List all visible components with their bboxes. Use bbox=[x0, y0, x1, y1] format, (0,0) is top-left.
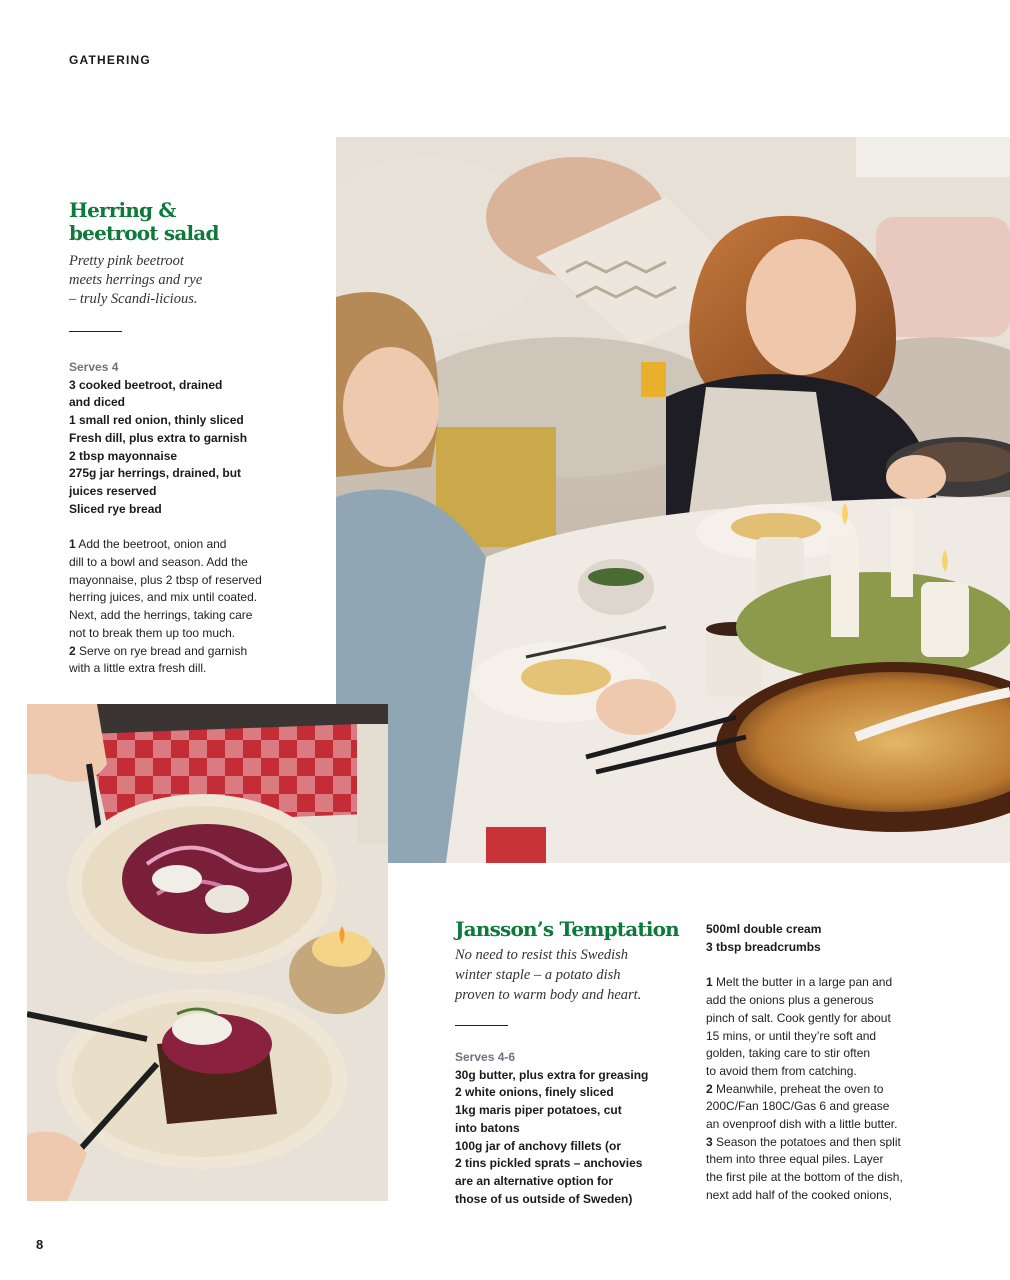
method-line bbox=[706, 1169, 946, 1187]
ingredient-line: are an alternative option for bbox=[455, 1173, 614, 1188]
title-line: Herring & bbox=[69, 198, 176, 222]
method-line bbox=[69, 607, 329, 625]
ingredient-line: 500ml double cream bbox=[706, 922, 822, 936]
divider-rule bbox=[69, 331, 122, 332]
herring-method bbox=[69, 536, 329, 678]
method-line bbox=[69, 554, 329, 572]
method-text: 15 mins, or until they’re soft and bbox=[706, 1028, 877, 1043]
intro-line: Pretty pink beetroot bbox=[69, 253, 184, 269]
intro-line: meets herrings and rye bbox=[69, 272, 203, 288]
jansson-serves: Serves 4-6 bbox=[455, 1050, 516, 1064]
step-number: 1 bbox=[706, 975, 713, 990]
method-text: golden, taking care to stir often bbox=[706, 1046, 871, 1061]
method-line bbox=[706, 992, 946, 1010]
ingredient-line: into batons bbox=[455, 1120, 520, 1135]
method-line bbox=[69, 625, 329, 643]
herring-serves: Serves 4 bbox=[69, 360, 119, 374]
method-text: Meanwhile, preheat the oven to bbox=[716, 1081, 884, 1096]
ingredient-line: 275g jar herrings, drained, but bbox=[69, 466, 242, 481]
title-line: beetroot salad bbox=[69, 220, 219, 245]
method-line bbox=[706, 1081, 946, 1099]
method-text: Melt the butter in a large pan and bbox=[716, 975, 893, 990]
intro-line: No need to resist this Swedish bbox=[455, 947, 629, 963]
step-number: 2 bbox=[69, 643, 76, 658]
method-line bbox=[706, 1151, 946, 1169]
intro-line: – truly Scandi-licious. bbox=[69, 291, 198, 307]
method-line bbox=[69, 536, 329, 554]
method-text: Next, add the herrings, taking care bbox=[69, 608, 253, 623]
gathering-dinner-illustration bbox=[336, 137, 1010, 863]
jansson-ingredients bbox=[455, 1067, 695, 1209]
ingredient-line: 30g butter, plus extra for greasing bbox=[455, 1067, 649, 1082]
jansson-recipe-continued bbox=[706, 921, 946, 1205]
intro-line: proven to warm body and heart. bbox=[455, 987, 642, 1003]
method-line bbox=[706, 1187, 946, 1205]
ingredient-line: 2 tbsp mayonnaise bbox=[69, 448, 178, 463]
method-text: them into three equal piles. Layer bbox=[706, 1152, 884, 1167]
ingredient-line: juices reserved bbox=[69, 483, 157, 498]
method-line bbox=[706, 1063, 946, 1081]
jansson-ingredients-continued bbox=[706, 921, 946, 956]
method-text: mayonnaise, plus 2 tbsp of reserved bbox=[69, 572, 262, 587]
method-line bbox=[69, 572, 329, 590]
ingredient-line: 1kg maris piper potatoes, cut bbox=[455, 1103, 622, 1118]
method-text: Serve on rye bread and garnish bbox=[79, 643, 248, 658]
method-text: Season the potatoes and then split bbox=[716, 1134, 901, 1149]
ingredient-line: 3 cooked beetroot, drained bbox=[69, 377, 223, 392]
method-text: to avoid them from catching. bbox=[706, 1063, 857, 1078]
intro-line: winter staple – a potato dish bbox=[455, 967, 621, 983]
herring-recipe bbox=[69, 199, 329, 678]
method-text: not to break them up too much. bbox=[69, 625, 236, 640]
method-line bbox=[706, 1045, 946, 1063]
ingredient-line: 1 small red onion, thinly sliced bbox=[69, 413, 244, 428]
ingredient-line: and diced bbox=[69, 395, 126, 410]
method-line bbox=[706, 1134, 946, 1152]
herring-recipe-title bbox=[69, 199, 329, 244]
method-line bbox=[69, 643, 329, 661]
section-label: GATHERING bbox=[69, 53, 151, 67]
gathering-dinner-photo bbox=[336, 137, 1010, 863]
divider-rule bbox=[455, 1025, 508, 1026]
method-line bbox=[706, 1098, 946, 1116]
jansson-recipe-title: Jansson’s Temptation bbox=[455, 917, 679, 941]
step-number: 2 bbox=[706, 1081, 713, 1096]
method-text: Add the beetroot, onion and bbox=[78, 537, 227, 552]
method-text: pinch of salt. Cook gently for about bbox=[706, 1010, 891, 1025]
jansson-method bbox=[706, 974, 946, 1204]
method-text: add the onions plus a generous bbox=[706, 993, 874, 1008]
method-line bbox=[69, 589, 329, 607]
ingredient-line: 3 tbsp breadcrumbs bbox=[706, 939, 821, 954]
herring-ingredients bbox=[69, 377, 329, 519]
method-line bbox=[69, 660, 329, 678]
ingredient-line: Fresh dill, plus extra to garnish bbox=[69, 430, 248, 445]
method-line bbox=[706, 1010, 946, 1028]
method-text: herring juices, and mix until coated. bbox=[69, 590, 258, 605]
jansson-recipe-intro bbox=[455, 945, 695, 1005]
method-text: an ovenproof dish with a little butter. bbox=[706, 1117, 898, 1132]
ingredient-line: 2 tins pickled sprats – anchovies bbox=[455, 1156, 643, 1171]
herring-salad-photo bbox=[27, 704, 388, 1201]
method-text: dill to a bowl and season. Add the bbox=[69, 555, 248, 570]
method-text: next add half of the cooked onions, bbox=[706, 1187, 893, 1202]
ingredient-line: those of us outside of Sweden) bbox=[455, 1191, 633, 1206]
method-line bbox=[706, 974, 946, 992]
ingredient-line: 100g jar of anchovy fillets (or bbox=[455, 1138, 622, 1153]
method-line bbox=[706, 1028, 946, 1046]
method-line bbox=[706, 1116, 946, 1134]
ingredient-line: 2 white onions, finely sliced bbox=[455, 1085, 614, 1100]
step-number: 3 bbox=[706, 1134, 713, 1149]
method-text: the first pile at the bottom of the dish, bbox=[706, 1170, 903, 1185]
step-number: 1 bbox=[69, 537, 76, 552]
herring-recipe-intro bbox=[69, 252, 329, 309]
jansson-recipe bbox=[455, 917, 695, 1208]
page-number: 8 bbox=[36, 1237, 44, 1252]
method-text: with a little extra fresh dill. bbox=[69, 661, 207, 676]
method-text: 200C/Fan 180C/Gas 6 and grease bbox=[706, 1099, 890, 1114]
herring-salad-illustration bbox=[27, 704, 388, 1201]
ingredient-line: Sliced rye bread bbox=[69, 501, 162, 516]
